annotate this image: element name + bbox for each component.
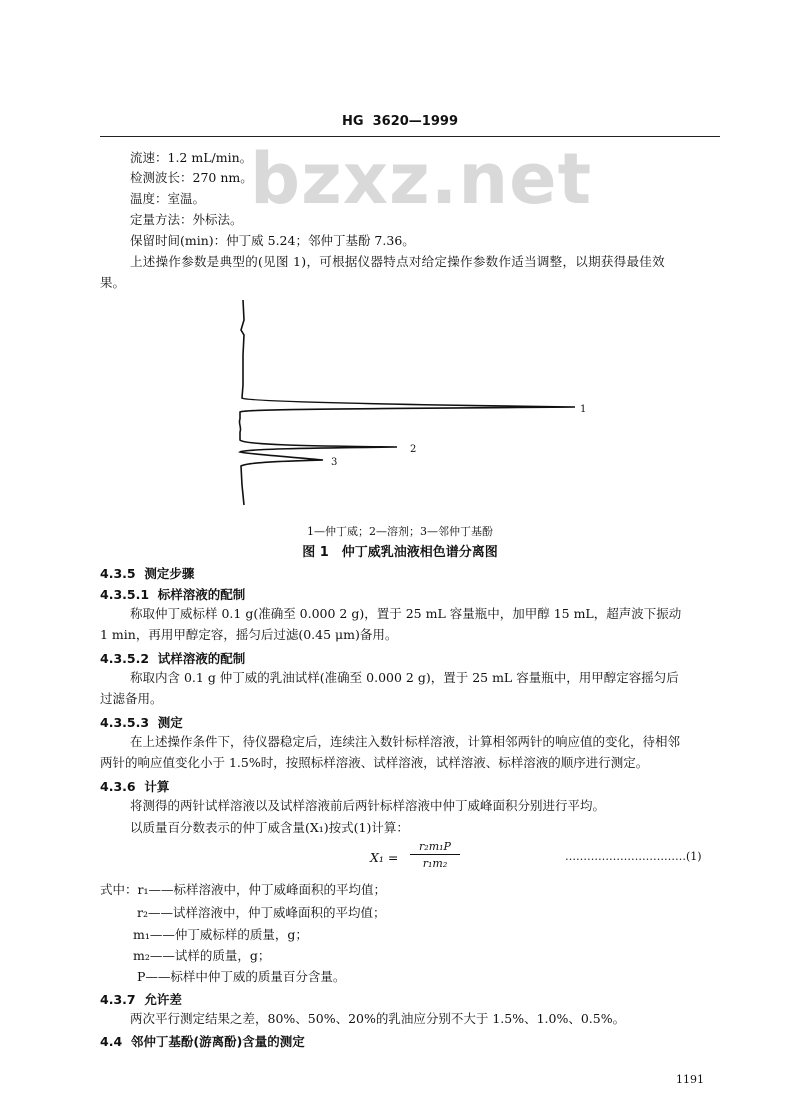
formula-denominator: r₁m₂ xyxy=(422,857,448,870)
formula-numerator: r₂m₁P xyxy=(410,840,460,855)
s4351-line-1: 称取仲丁威标样 0.1 g(准确至 0.000 2 g)，置于 25 mL 容量瓶中，加甲醇 15 mL，超声波下振动 xyxy=(130,606,682,621)
where-m2: m₂——试样的质量，g； xyxy=(133,948,271,963)
figure-legend: 1—仲丁威；2—溶剂；3—邻仲丁基酚 xyxy=(307,525,493,538)
section-4-3-5-3: 4.3.5.3 测定 xyxy=(100,715,183,730)
section-4-3-5-2: 4.3.5.2 试样溶液的配制 xyxy=(100,651,246,666)
s4352-line-2: 过滤备用。 xyxy=(100,691,163,706)
header-rule xyxy=(100,136,720,137)
figure-caption: 图 1 仲丁威乳油液相色谱分离图 xyxy=(302,545,498,560)
watermark: bzxz.net xyxy=(250,138,593,220)
section-4-3-6: 4.3.6 计算 xyxy=(100,779,170,794)
standard-number: 3620—1999 xyxy=(372,114,458,129)
section-4-3-5-1: 4.3.5.1 标样溶液的配制 xyxy=(100,587,246,602)
s4353-line-2: 两针的响应值变化小于 1.5%时，按照标样溶液、试样溶液，试样溶液、标样溶液的顺序进行测定。 xyxy=(100,755,649,770)
peak-label-1: 1 xyxy=(580,404,587,415)
param-quant-method: 定量方法：外标法。 xyxy=(130,212,243,227)
param-flow: 流速：1.2 mL/min。 xyxy=(130,150,253,165)
where-r1: 式中：r₁——标样溶液中，仲丁威峰面积的平均值； xyxy=(100,882,386,897)
standard-code: HG xyxy=(342,114,364,129)
peak-label-3: 3 xyxy=(331,457,338,468)
where-m1: m₁——仲丁威标样的质量，g； xyxy=(133,927,308,942)
section-4-3-7: 4.3.7 允许差 xyxy=(100,992,182,1007)
peak-label-2: 2 xyxy=(410,444,417,455)
s4352-line-1: 称取内含 0.1 g 仲丁威的乳油试样(准确至 0.000 2 g)，置于 25 mL 容量瓶中，用甲醇定容摇匀后 xyxy=(130,670,679,685)
equation-number: ……………………………(1) xyxy=(565,850,702,863)
standard-header xyxy=(0,114,800,129)
param-retention: 保留时间(min)：仲丁威 5.24；邻仲丁基酚 7.36。 xyxy=(130,233,415,248)
section-4-4: 4.4 邻仲丁基酚(游离酚)含量的测定 xyxy=(100,1034,305,1049)
note-line-2: 果。 xyxy=(100,275,126,290)
param-wavelength: 检测波长：270 nm。 xyxy=(130,170,253,185)
s4351-line-2: 1 min，再用甲醇定容，摇匀后过滤(0.45 μm)备用。 xyxy=(100,627,398,642)
chromatogram-trace xyxy=(239,300,575,505)
s436-line-1: 将测得的两针试样溶液以及试样溶液前后两针标样溶液中仲丁威峰面积分别进行平均。 xyxy=(130,798,606,813)
chromatogram xyxy=(230,295,600,520)
param-temperature: 温度：室温。 xyxy=(130,191,206,206)
where-r2: r₂——试样溶液中，仲丁威峰面积的平均值； xyxy=(137,905,386,920)
note-line-1: 上述操作参数是典型的(见图 1)，可根据仪器特点对给定操作参数作适当调整，以期获得最佳效 xyxy=(130,254,665,269)
page-number: 1191 xyxy=(676,1073,704,1086)
s437-line-1: 两次平行测定结果之差，80%、50%、20%的乳油应分别不大于 1.5%、1.0%、0.5%。 xyxy=(130,1011,626,1026)
section-4-3-5: 4.3.5 测定步骤 xyxy=(100,566,195,581)
s436-line-2: 以质量百分数表示的仲丁威含量(X₁)按式(1)计算： xyxy=(130,820,409,835)
s4353-line-1: 在上述操作条件下，待仪器稳定后，连续注入数针标样溶液，计算相邻两针的响应值的变化，待相邻 xyxy=(130,734,681,749)
where-p: P——标样中仲丁威的质量百分含量。 xyxy=(137,969,346,984)
formula-lhs: X₁ = xyxy=(370,850,399,865)
